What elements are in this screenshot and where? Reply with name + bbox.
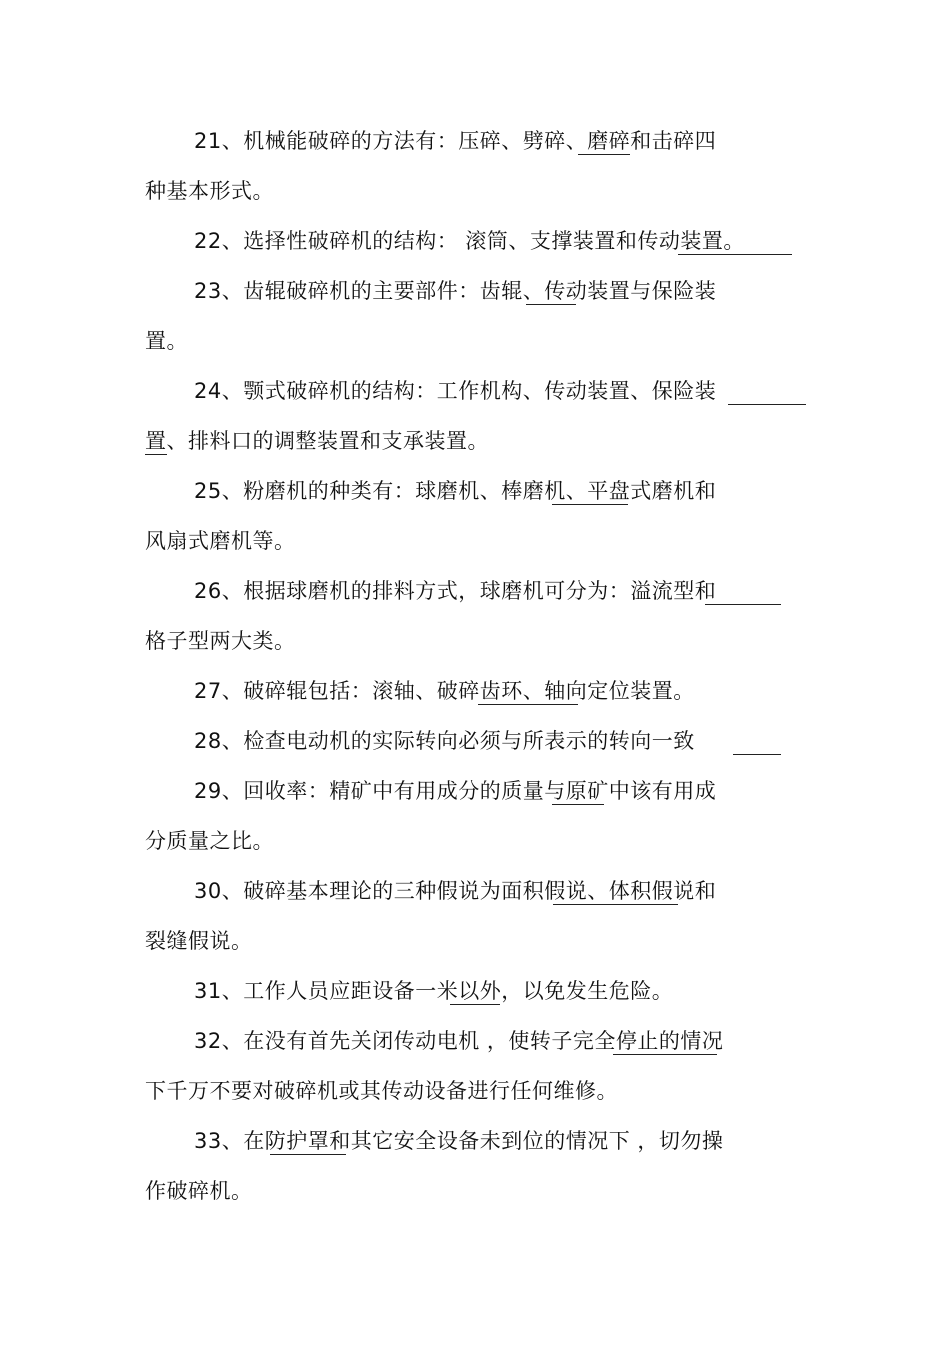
item-26-line-2: 格子型两大类。 (145, 629, 296, 653)
item-26-line-1: 26、根据球磨机的排料方式，球磨机可分为：溢流型和 (194, 579, 717, 603)
item-29-line-1: 29、回收率：精矿中有用成分的质量与原矿中该有用成 (194, 779, 717, 803)
item-22-line-1: 22、选择性破碎机的结构： 滚筒、支撑装置和传动装置。 (194, 229, 745, 253)
item-31-line-1: 31、工作人员应距设备一米以外，以免发生危险。 (194, 979, 674, 1003)
item-30-line-1: 30、破碎基本理论的三种假说为面积假说、体积假说和 (194, 879, 717, 903)
item-28-line-1: 28、检查电动机的实际转向必须与所表示的转向一致 (194, 729, 695, 753)
item-23-line-1: 23、齿辊破碎机的主要部件：齿辊、传动装置与保险装 (194, 279, 717, 303)
item-24-line-2: 置、排料口的调整装置和支承装置。 (145, 429, 489, 453)
item-32-line-1: 32、在没有首先关闭传动电机 ，使转子完全停止的情况 (194, 1029, 724, 1053)
underline-29 (552, 804, 604, 805)
item-23-line-2: 置。 (145, 329, 188, 353)
underline-28 (733, 754, 781, 755)
underline-23 (526, 304, 576, 305)
underline-26 (705, 604, 781, 605)
underline-24b (145, 454, 167, 455)
item-33-line-1: 33、在防护罩和其它安全设备未到位的情况下 ，切勿操 (194, 1129, 724, 1153)
underline-27 (478, 704, 578, 705)
item-24-line-1: 24、颚式破碎机的结构：工作机构、传动装置、保险装 (194, 379, 717, 403)
item-25-line-1: 25、粉磨机的种类有：球磨机、棒磨机、平盘式磨机和 (194, 479, 717, 503)
underline-22 (678, 254, 792, 255)
underline-31 (450, 1004, 500, 1005)
item-32-line-2: 下千万不要对破碎机或其传动设备进行任何维修。 (145, 1079, 618, 1103)
item-21-line-1: 21、机械能破碎的方法有：压碎、劈碎、磨碎和击碎四 (194, 129, 717, 153)
underline-25 (552, 504, 628, 505)
item-33-line-2: 作破碎机。 (145, 1179, 253, 1203)
underline-33 (270, 1154, 346, 1155)
item-29-line-2: 分质量之比。 (145, 829, 274, 853)
item-27-line-1: 27、破碎辊包括：滚轴、破碎齿环、轴向定位装置。 (194, 679, 695, 703)
underline-21 (578, 154, 630, 155)
underline-24a (728, 404, 806, 405)
underline-32 (613, 1054, 717, 1055)
item-25-line-2: 风扇式磨机等。 (145, 529, 296, 553)
item-30-line-2: 裂缝假说。 (145, 929, 253, 953)
item-21-line-2: 种基本形式。 (145, 179, 274, 203)
underline-30 (553, 904, 678, 905)
